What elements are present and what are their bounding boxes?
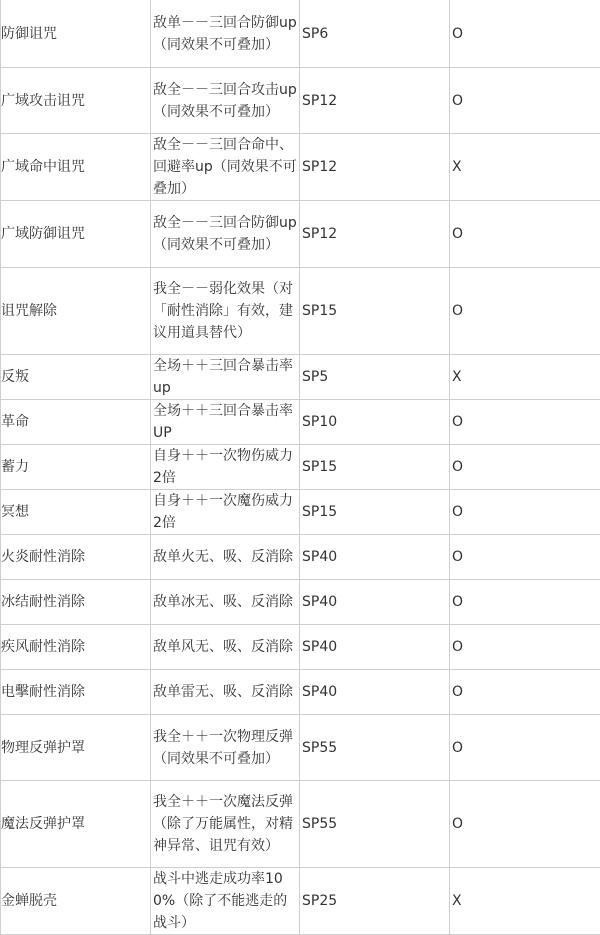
skill-effect-cell: 敌单冰无、吸、反消除	[151, 580, 300, 625]
skill-name-cell: 广域攻击诅咒	[1, 68, 151, 134]
table-row	[1, 580, 600, 625]
skill-cost-cell: SP15	[300, 490, 450, 535]
skill-flag-cell: O	[450, 490, 600, 535]
table-row	[1, 625, 600, 670]
skill-name-cell: 冰结耐性消除	[1, 580, 151, 625]
skill-effect-cell: 我全＋＋一次物理反弹（同效果不可叠加）	[151, 715, 300, 781]
skill-name-cell: 广域命中诅咒	[1, 134, 151, 201]
skill-effect-cell: 敌单火无、吸、反消除	[151, 535, 300, 580]
skill-flag-cell: O	[450, 0, 600, 68]
skill-cost-cell: SP40	[300, 580, 450, 625]
skill-cost-cell: SP5	[300, 355, 450, 400]
skill-name-cell: 火炎耐性消除	[1, 535, 151, 580]
skill-cost-cell: SP15	[300, 445, 450, 490]
skill-name-cell: 电擊耐性消除	[1, 670, 151, 715]
skill-name-cell: 蓄力	[1, 445, 151, 490]
skill-flag-cell: O	[450, 201, 600, 268]
skill-cost-cell: SP40	[300, 625, 450, 670]
skill-cost-cell: SP55	[300, 715, 450, 781]
skill-cost-cell: SP12	[300, 134, 450, 201]
skill-effect-cell: 自身＋＋一次魔伤威力2倍	[151, 490, 300, 535]
skill-effect-cell: 敌单－－三回合防御up（同效果不可叠加）	[151, 0, 300, 68]
skill-name-cell: 冥想	[1, 490, 151, 535]
skill-name-cell: 疾风耐性消除	[1, 625, 151, 670]
table-row	[1, 670, 600, 715]
table-row	[1, 268, 600, 355]
skill-flag-cell: O	[450, 535, 600, 580]
skill-name-cell: 广域防御诅咒	[1, 201, 151, 268]
table-row	[1, 445, 600, 490]
skill-effect-cell: 敌单风无、吸、反消除	[151, 625, 300, 670]
skills-table-body	[1, 0, 600, 935]
table-row	[1, 535, 600, 580]
table-row	[1, 134, 600, 201]
skill-effect-cell: 自身＋＋一次物伤威力2倍	[151, 445, 300, 490]
table-row	[1, 0, 600, 68]
skill-flag-cell: O	[450, 625, 600, 670]
skill-name-cell: 防御诅咒	[1, 0, 151, 68]
skill-flag-cell: O	[450, 68, 600, 134]
skill-name-cell: 革命	[1, 400, 151, 445]
table-row	[1, 400, 600, 445]
table-row	[1, 715, 600, 781]
skill-cost-cell: SP10	[300, 400, 450, 445]
skill-effect-cell: 敌全－－三回合防御up（同效果不可叠加）	[151, 201, 300, 268]
skill-effect-cell: 我全＋＋一次魔法反弹（除了万能属性，对精神异常、诅咒有效）	[151, 781, 300, 868]
skill-cost-cell: SP12	[300, 201, 450, 268]
table-row	[1, 781, 600, 868]
skill-name-cell: 金蝉脱壳	[1, 868, 151, 935]
skill-flag-cell: X	[450, 355, 600, 400]
table-row	[1, 868, 600, 935]
skill-cost-cell: SP55	[300, 781, 450, 868]
skill-effect-cell: 全场＋＋三回合暴击率UP	[151, 400, 300, 445]
skill-flag-cell: O	[450, 400, 600, 445]
skill-flag-cell: O	[450, 445, 600, 490]
skill-cost-cell: SP12	[300, 68, 450, 134]
skill-flag-cell: O	[450, 670, 600, 715]
skill-effect-cell: 敌单雷无、吸、反消除	[151, 670, 300, 715]
skill-effect-cell: 我全－－弱化效果（对「耐性消除」有效，建议用道具替代）	[151, 268, 300, 355]
skill-flag-cell: O	[450, 781, 600, 868]
skill-name-cell: 物理反弹护罩	[1, 715, 151, 781]
skill-effect-cell: 全场＋＋三回合暴击率up	[151, 355, 300, 400]
table-row	[1, 490, 600, 535]
skill-effect-cell: 战斗中逃走成功率100%（除了不能逃走的战斗）	[151, 868, 300, 935]
skill-flag-cell: O	[450, 580, 600, 625]
skill-cost-cell: SP40	[300, 535, 450, 580]
skill-flag-cell: X	[450, 134, 600, 201]
table-row	[1, 201, 600, 268]
skill-flag-cell: O	[450, 715, 600, 781]
skill-cost-cell: SP40	[300, 670, 450, 715]
table-row	[1, 68, 600, 134]
skill-name-cell: 反叛	[1, 355, 151, 400]
skill-flag-cell: O	[450, 268, 600, 355]
table-row	[1, 355, 600, 400]
skill-effect-cell: 敌全－－三回合攻击up（同效果不可叠加）	[151, 68, 300, 134]
skill-cost-cell: SP25	[300, 868, 450, 935]
skill-cost-cell: SP15	[300, 268, 450, 355]
skill-name-cell: 魔法反弹护罩	[1, 781, 151, 868]
skill-name-cell: 诅咒解除	[1, 268, 151, 355]
skill-cost-cell: SP6	[300, 0, 450, 68]
skill-effect-cell: 敌全－－三回合命中、回避率up（同效果不可叠加）	[151, 134, 300, 201]
skill-flag-cell: X	[450, 868, 600, 935]
